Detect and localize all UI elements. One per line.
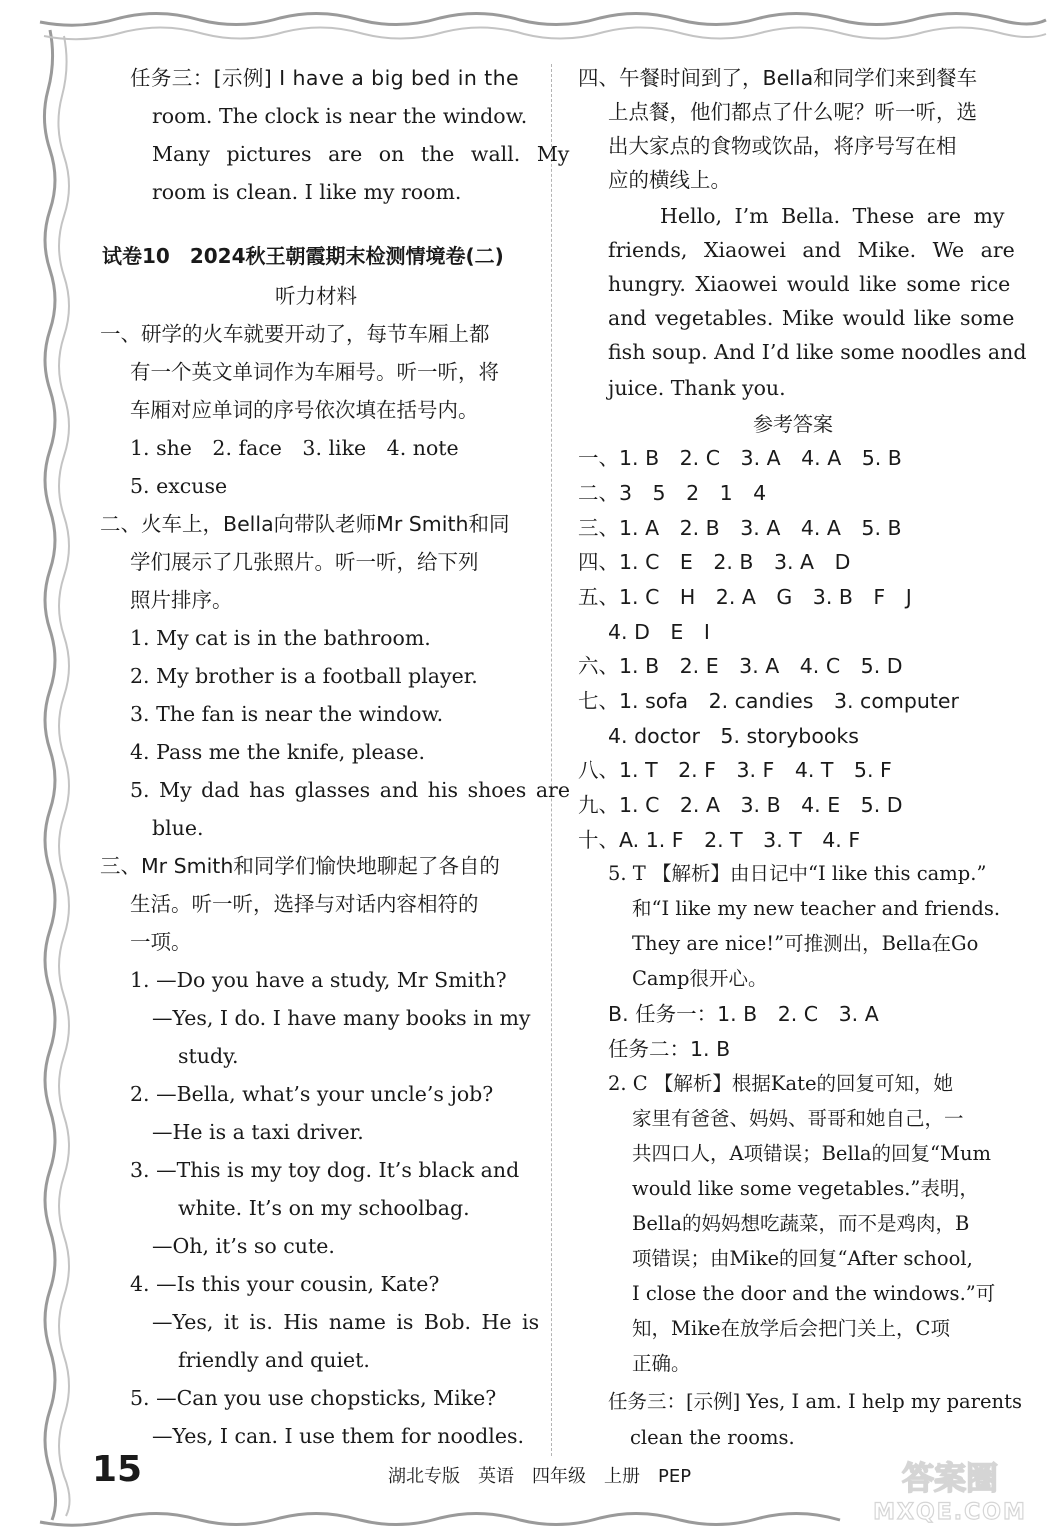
dialogue-1-question: 1. —Do you have a study, Mr Smith? [130,968,507,992]
section-4-instruction-line-3: 出大家点的食物或饮品，将序号写在相 [608,134,957,158]
explanation-2-line-3: 共四口人，A项错误；Bella的回复“Mum [632,1142,992,1165]
answer-section-3: 三、1. A 2. B 3. A 4. A 5. B [578,516,902,540]
dialogue-5-answer: —Yes, I can. I use them for noodles. [152,1424,524,1448]
section-2-instruction-line-1: 二、火车上，Bella向带队老师Mr Smith和同 [100,512,510,536]
page-number: 15 [92,1449,143,1490]
task3-example-line-4: room is clean. I like my room. [152,180,462,204]
section-2-instruction-line-3: 照片排序。 [130,588,233,612]
explanation-2-line-5: Bella的妈妈想吃蔬菜，而不是鸡肉，B [632,1212,970,1235]
section-3-instruction-line-2: 生活。听一听，选择与对话内容相符的 [130,892,479,916]
answer-section-5-cont: 4. D E I [608,620,710,644]
dialogue-2-question: 2. —Bella, what’s your uncle’s job? [130,1082,494,1106]
answer-section-10a: 十、A. 1. F 2. T 3. T 4. F [578,828,861,852]
dialogue-4-answer-cont: friendly and quiet. [178,1348,370,1372]
listening-material-heading: 听力材料 [275,284,357,308]
section-4-instruction-line-1: 四、午餐时间到了，Bella和同学们来到餐车 [578,66,978,90]
explanation-2-line-6: 项错误；由Mike的回复“After school, [632,1247,973,1270]
explanation-5-line-2: 和“I like my new teacher and friends. [632,897,1001,920]
dialogue-2-answer: —He is a taxi driver. [152,1120,364,1144]
task3-answer-line-1: 任务三：[示例] Yes, I am. I help my parents [608,1390,1022,1413]
answer-section-6: 六、1. B 2. E 3. A 4. C 5. D [578,654,903,678]
passage-line-3: hungry. Xiaowei would like some rice [608,272,1011,296]
passage-line-5: fish soup. And I’d like some noodles and [608,340,1027,364]
answer-section-9: 九、1. C 2. A 3. B 4. E 5. D [578,793,903,817]
explanation-2-line-2: 家里有爸爸、妈妈、哥哥和她自己，一 [632,1107,964,1130]
explanation-2-line-9: 正确。 [632,1352,691,1375]
dialogue-3-answer: —Oh, it’s so cute. [152,1234,335,1258]
answer-section-4: 四、1. C E 2. B 3. A D [578,550,851,574]
column-divider [551,64,552,1456]
section-2-sentence-2: 2. My brother is a football player. [130,664,478,688]
dialogue-3-question: 3. —This is my toy dog. It’s black and [130,1158,520,1182]
dialogue-4-question: 4. —Is this your cousin, Kate? [130,1272,440,1296]
section-2-instruction-line-2: 学们展示了几张照片。听一听，给下列 [130,550,479,574]
answer-section-7-cont: 4. doctor 5. storybooks [608,724,859,748]
section-2-sentence-4: 4. Pass me the knife, please. [130,740,426,764]
section-3-instruction-line-3: 一项。 [130,930,192,954]
explanation-2-line-4: would like some vegetables.”表明， [632,1177,979,1200]
passage-line-1: Hello, I’m Bella. These are my [660,204,1005,228]
section-2-sentence-1: 1. My cat is in the bathroom. [130,626,431,650]
section-2-sentence-3: 3. The fan is near the window. [130,702,444,726]
watermark-url: MXQE.COM [873,1500,1027,1525]
watermark-text: 答案圈 [901,1459,999,1497]
explanation-2-line-8: 知，Mike在放学后会把门关上，C项 [632,1317,950,1340]
task3-answer-line-2: clean the rooms. [630,1426,795,1449]
answer-key-heading: 参考答案 [753,412,833,436]
task3-example-line-3: Many pictures are on the wall. My [152,142,570,166]
answer-section-5: 五、1. C H 2. A G 3. B F J [578,585,912,609]
dialogue-1-answer-cont: study. [178,1044,239,1068]
answer-section-2: 二、3 5 2 1 4 [578,481,767,505]
section-2-sentence-5: 5. My dad has glasses and his shoes are [130,778,570,802]
section-1-instruction-line-2: 有一个英文单词作为车厢号。听一听，将 [130,360,499,384]
dialogue-3-question-cont: white. It’s on my schoolbag. [178,1196,470,1220]
explanation-5-line-1: 5. T 【解析】由日记中“I like this camp.” [608,862,987,885]
site-watermark-logo [870,1455,1030,1525]
answer-section-1: 一、1. B 2. C 3. A 4. A 5. B [578,446,902,470]
answer-section-7: 七、1. sofa 2. candies 3. computer [578,689,959,713]
answer-task-1: B. 任务一：1. B 2. C 3. A [608,1002,879,1026]
section-1-words-line-2: 5. excuse [130,474,228,498]
passage-line-2: friends, Xiaowei and Mike. We are [608,238,1015,262]
answer-section-8: 八、1. T 2. F 3. F 4. T 5. F [578,758,892,782]
explanation-2-line-1: 2. C 【解析】根据Kate的回复可知，她 [608,1072,953,1095]
section-1-instruction-line-1: 一、研学的火车就要开动了，每节车厢上都 [100,322,490,346]
section-1-instruction-line-3: 车厢对应单词的序号依次填在括号内。 [130,398,479,422]
footer-edition-info: 湖北专版 英语 四年级 上册 PEP [388,1466,692,1487]
dialogue-1-answer: —Yes, I do. I have many books in my [152,1006,531,1030]
section-2-sentence-5-cont: blue. [152,816,204,840]
passage-line-4: and vegetables. Mike would like some [608,306,1015,330]
explanation-5-line-3: They are nice!”可推测出，Bella在Go [632,932,979,955]
dialogue-5-question: 5. —Can you use chopsticks, Mike? [130,1386,497,1410]
explanation-5-line-4: Camp很开心。 [632,967,768,990]
explanation-2-line-7: I close the door and the windows.”可 [632,1282,996,1305]
exam-title: 试卷10 2024秋王朝霞期末检测情境卷(二) [102,244,504,268]
section-4-instruction-line-2: 上点餐，他们都点了什么呢？听一听，选 [608,100,977,124]
passage-line-6: juice. Thank you. [608,376,786,400]
section-1-words-line-1: 1. she 2. face 3. like 4. note [130,436,459,460]
task3-example-line-2: room. The clock is near the window. [152,104,528,128]
section-3-instruction-line-1: 三、Mr Smith和同学们愉快地聊起了各自的 [100,854,500,878]
dialogue-4-answer: —Yes, it is. His name is Bob. He is [152,1310,540,1334]
section-4-instruction-line-4: 应的横线上。 [608,168,731,192]
answer-task-2: 任务二：1. B [608,1037,731,1061]
task3-example-line-1: 任务三：[示例] I have a big bed in the [130,66,520,90]
